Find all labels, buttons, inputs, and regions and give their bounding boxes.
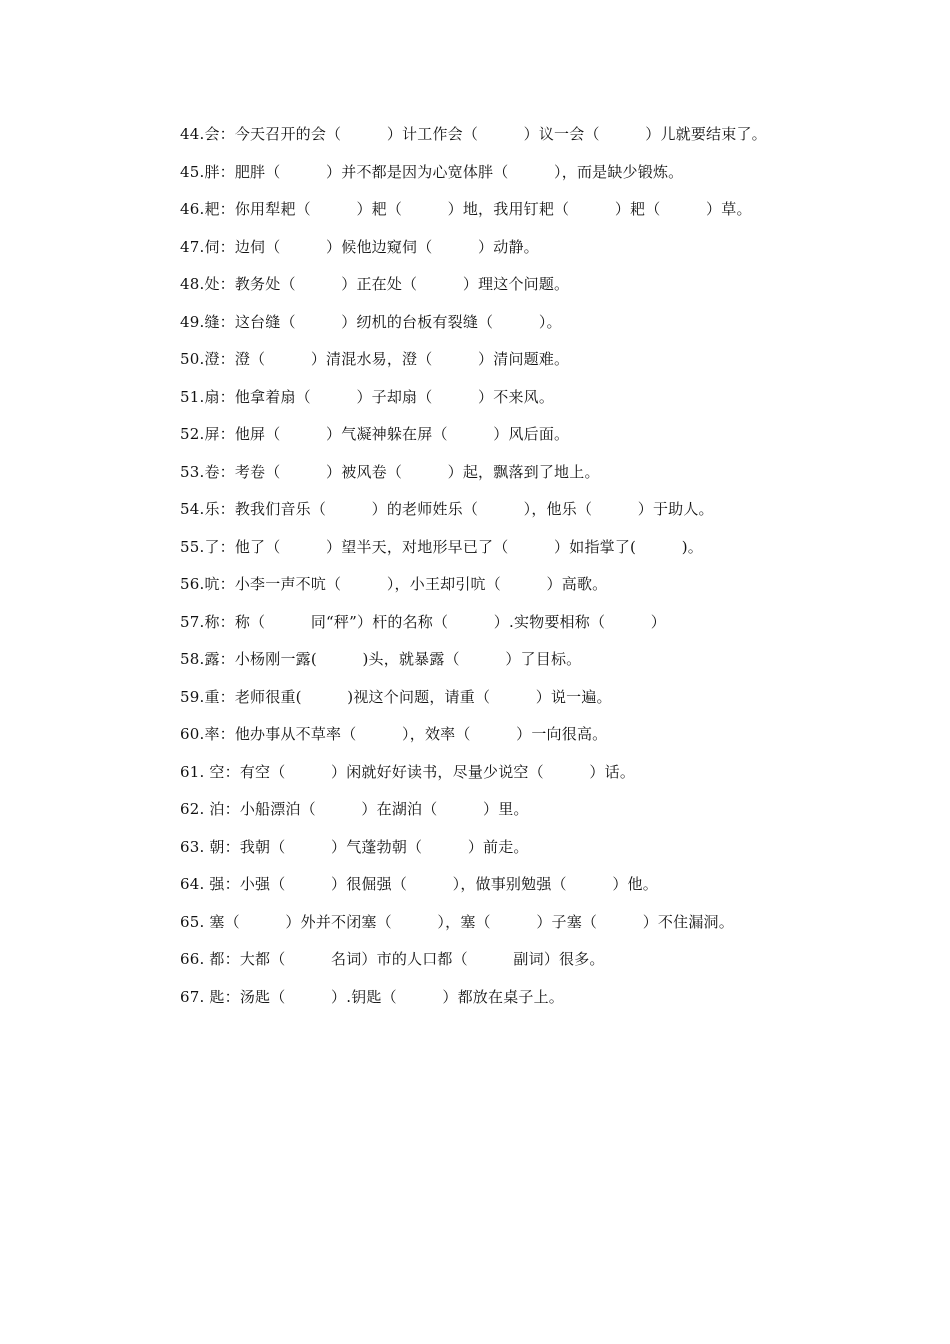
exercise-item-56: 56.吭：小李一声不吭（ ），小王却引吭（ ）高歌。 <box>180 575 608 593</box>
exercise-item-57: 57.称：称（ 同“秤”）杆的名称（ ）.实物要相称（ ） <box>180 612 666 631</box>
exercise-item-61: 61. 空：有空（ ）闲就好好读书，尽量少说空（ ）话。 <box>180 762 636 781</box>
exercise-item-66: 66. 都：大都（ 名词）市的人口都（ 副词）很多。 <box>180 950 605 968</box>
exercise-item-47: 47.伺：边伺（ ）候他边窥伺（ ）动静。 <box>180 237 539 256</box>
exercise-item-54: 54.乐：教我们音乐（ ）的老师姓乐（ ），他乐（ ）于助人。 <box>180 500 714 518</box>
exercise-item-46: 46.耙：你用犁耙（ ）耙（ ）地，我用钉耙（ ）耙（ ）草。 <box>180 200 752 218</box>
exercise-item-60: 60.率：他办事从不草率（ ），效率（ ）一向很高。 <box>180 725 608 743</box>
exercise-item-65: 65. 塞（ ）外并不闭塞（ ），塞（ ）子塞（ ）不住漏洞。 <box>180 912 734 931</box>
exercise-item-62: 62. 泊：小船漂泊（ ）在湖泊（ ）里。 <box>180 800 529 818</box>
exercise-item-64: 64. 强：小强（ ）很倔强（ ），做事别勉强（ ）他。 <box>180 875 658 893</box>
exercise-item-58: 58.露：小杨刚一露( )头，就暴露（ ）了目标。 <box>180 650 582 668</box>
exercise-item-45: 45.胖：肥胖（ ）并不都是因为心宽体胖（ ），而是缺少锻炼。 <box>180 162 684 181</box>
exercise-item-51: 51.扇：他拿着扇（ ）子却扇（ ）不来风。 <box>180 387 555 406</box>
exercise-item-63: 63. 朝：我朝（ ）气蓬勃朝（ ）前走。 <box>180 837 529 856</box>
exercise-item-67: 67. 匙：汤匙（ ）.钥匙（ ）都放在桌子上。 <box>180 987 564 1006</box>
exercise-list <box>180 121 880 1021</box>
exercise-item-44: 44.会：今天召开的会（ ）计工作会（ ）议一会（ ）儿就要结束了。 <box>180 125 767 143</box>
exercise-item-59: 59.重：老师很重( )视这个问题，请重（ ）说一遍。 <box>180 687 612 706</box>
exercise-item-55: 55.了：他了（ ）望半天，对地形早已了（ ）如指掌了( )。 <box>180 537 703 556</box>
exercise-item-48: 48.处：教务处（ ）正在处（ ）理这个问题。 <box>180 275 570 293</box>
exercise-item-49: 49.缝：这台缝（ ）纫机的台板有裂缝（ ）。 <box>180 312 562 331</box>
exercise-item-52: 52.屏：他屏（ ）气凝神躲在屏（ ）风后面。 <box>180 425 570 443</box>
exercise-item-53: 53.卷：考卷（ ）被风卷（ ）起，飘落到了地上。 <box>180 462 600 481</box>
exercise-item-50: 50.澄：澄（ ）清混水易，澄（ ）清问题难。 <box>180 350 570 368</box>
